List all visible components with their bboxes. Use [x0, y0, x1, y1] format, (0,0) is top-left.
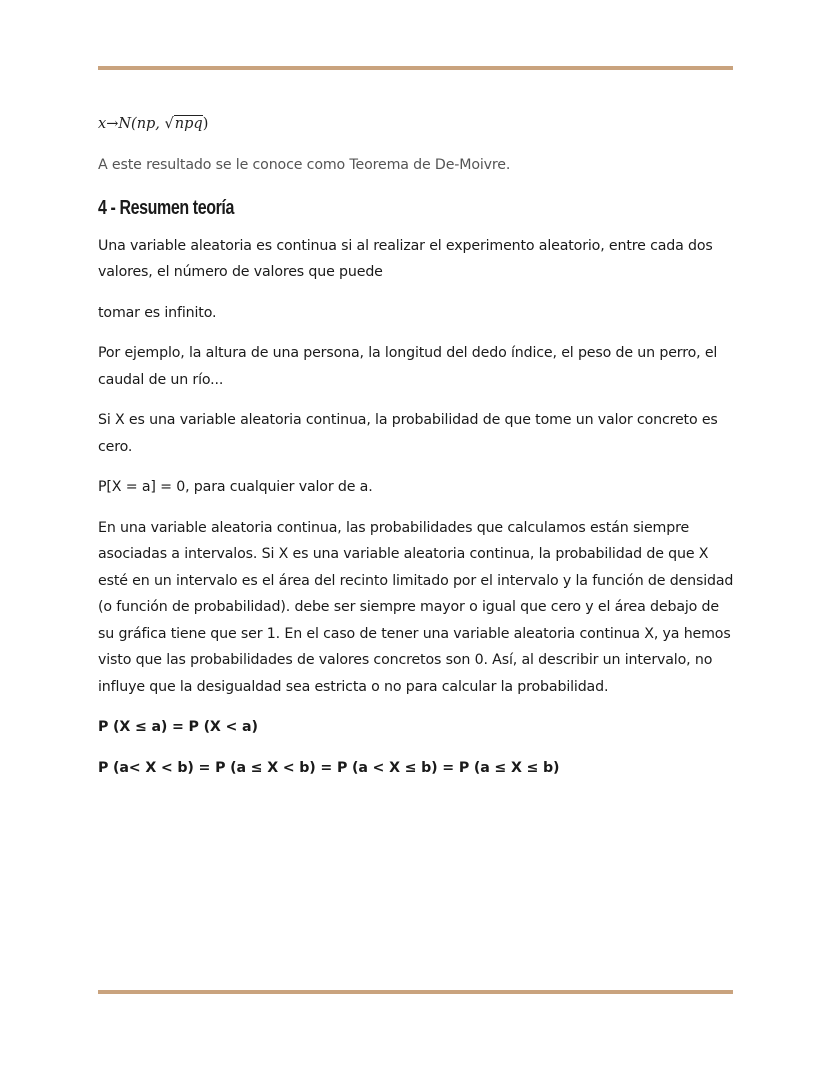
paragraph-point-formula: P[X = a] = 0, para cualquier valor de a. — [98, 479, 373, 495]
formula-inequality-1: P (X ≤ a) = P (X < a) — [98, 719, 258, 735]
paragraph-definition-cont: tomar es infinito. — [98, 304, 217, 321]
paragraph-zero-probability: Si X es una variable aleatoria continua, la probabilidad de que tome un valor concreto es cero. — [98, 412, 718, 455]
paragraph-intervals: En una variable aleatoria continua, las probabilidades que calculamos están siempre asociadas a intervalos. Si X es una variable aleatoria continua, la probabilidad de que X esté en un intervalo es el área del recinto limitado por el intervalo y la función de densidad (o función de probabilidad). debe ser siempre mayor o igual que cero y el área debajo de su gráfica tiene que ser 1. En el caso de tener una variable aleatoria continua X, ya hemos visto que las probabilidades de valores concretos son 0. Así, al describir un intervalo, no influye que la desigualdad sea estricta o no para calcular la probabilidad. — [98, 519, 734, 695]
paragraph-definition: Una variable aleatoria es continua si al realizar el experimento aleatorio, entre cada dos valores, el número de valores que puede — [98, 237, 713, 280]
sqrt-symbol: √ — [164, 116, 174, 132]
formula-function: N(np, — [118, 116, 165, 132]
de-moivre-formula — [98, 112, 738, 136]
section-heading: 4 - Resumen teoría — [98, 196, 234, 219]
page-content — [98, 112, 738, 795]
formula-arrow: → — [106, 116, 119, 132]
bottom-divider — [98, 990, 733, 994]
sqrt-argument: npq — [174, 116, 203, 132]
formula-close: ) — [202, 116, 209, 132]
formula-inequality-2: P (a< X < b) = P (a ≤ X < b) = P (a < X ≤ b) = P (a ≤ X ≤ b) — [98, 759, 560, 776]
theorem-note: A este resultado se le conoce como Teorema de De-Moivre. — [98, 157, 511, 173]
paragraph-examples: Por ejemplo, la altura de una persona, la longitud del dedo índice, el peso de un perro, el caudal de un río... — [98, 345, 718, 388]
top-divider — [98, 66, 733, 70]
formula-variable: x — [98, 116, 107, 132]
